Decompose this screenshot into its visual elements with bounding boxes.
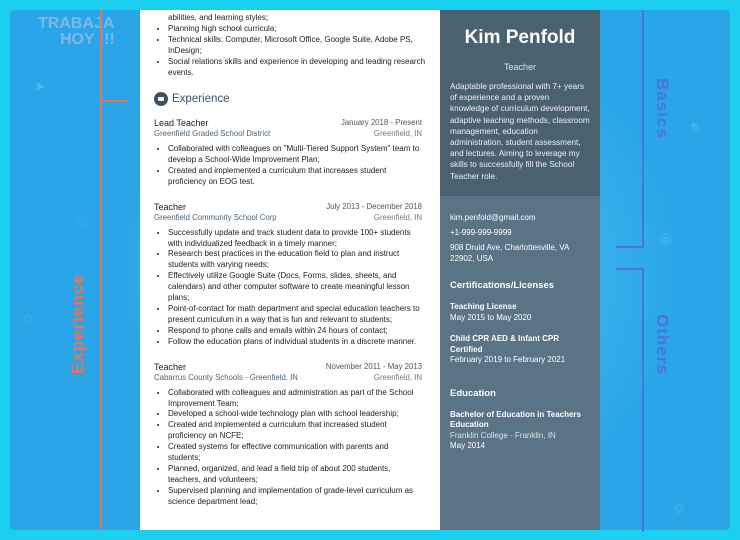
job-org: Cabarrus County Schools - Greenfield, IN xyxy=(154,372,298,382)
job-entry xyxy=(154,362,422,508)
left-bracket xyxy=(100,10,128,102)
skill-item: • Planning high school curricula; xyxy=(168,23,440,34)
job-role: Teacher xyxy=(154,361,187,372)
profile-summary: Adaptable professional with 7+ years of experience and a proven knowledge of curriculum development, adaptive teaching methods, classroom management, education administration, student assessment, and lectures. Aiming to leverage my skills to successfully fill the School Teacher role. xyxy=(450,82,590,181)
profile-role: Teacher xyxy=(503,62,537,72)
job-entry xyxy=(154,202,422,348)
education-degree: Bachelor of Education in Teachers Education xyxy=(450,409,581,429)
job-role: Teacher xyxy=(154,201,187,212)
job-dates: November 2011 - May 2013 xyxy=(325,361,422,371)
skill-item: abilities, and learning styles; xyxy=(168,13,269,22)
job-org: Greenfield Community School Corp xyxy=(154,212,277,222)
right-bracket-bottom xyxy=(616,268,644,532)
paper-plane-icon: ➤ xyxy=(34,78,46,94)
heart-icon: ♡ xyxy=(76,214,89,230)
profile-header xyxy=(440,10,600,196)
job-bullet: • Created and implemented a curriculum that increases student proficiency on EOG test. xyxy=(168,166,422,188)
job-bullet: • Created systems for effective communication with parents and students; xyxy=(168,442,422,464)
job-bullet: • Point-of-contact for math department and special education teachers to present curriculum in a way that is fun and relevant to students; xyxy=(168,304,422,326)
job-bullet: • Follow the education plans of individual students in a discrete manner. xyxy=(168,337,422,348)
education-heading: Education xyxy=(450,387,496,399)
right-bracket-top xyxy=(616,10,644,248)
certifications-heading: Certifications/Licenses xyxy=(450,280,555,291)
contact-phone: +1-999-999-9999 xyxy=(450,228,512,237)
certification-item xyxy=(440,334,600,366)
job-bullets xyxy=(154,228,422,348)
job-location: Greenfield, IN xyxy=(373,212,422,222)
smile-icon: ☺ xyxy=(672,500,687,516)
education-school: Franklin College - Franklin, IN xyxy=(450,430,556,440)
skill-item: • Social relations skills and experience in developing and leading research events. xyxy=(168,56,440,78)
certification-name: Teaching License xyxy=(450,302,517,311)
profile-name: Kim Penfold xyxy=(464,27,576,48)
skills-list xyxy=(140,12,440,78)
education-item xyxy=(440,410,600,452)
job-dates: January 2018 - Present xyxy=(340,118,422,127)
job-location: Greenfield, IN xyxy=(373,372,422,382)
contact-email: kim.penfold@gmail.com xyxy=(450,213,536,222)
job-bullet: • Created and implemented a curriculum that increased student proficiency on NCFE; xyxy=(168,420,422,442)
left-bracket-lower xyxy=(100,100,102,530)
job-bullet: • Developed a school-wide technology plan with school leadership; xyxy=(168,409,422,420)
job-entry xyxy=(154,118,422,188)
education-date: May 2014 xyxy=(450,441,486,450)
job-bullet: • Supervised planning and implementation of grade-level curriculum as science department lead; xyxy=(168,486,422,508)
watermark-line2: HOY !!! xyxy=(60,31,115,48)
job-bullet: • Respond to phone calls and emails within 24 hours of contact; xyxy=(168,326,422,337)
job-bullets xyxy=(154,144,422,188)
job-bullet: • Planned, organized, and lead a field trip of about 200 students, teachers, and volunteers; xyxy=(168,464,422,486)
contact-block xyxy=(440,196,600,264)
briefcase-icon xyxy=(154,92,168,106)
skill-item: • Technical skills: Computer, Microsoft Office, Google Suite, Adobe PS, InDesign; xyxy=(168,34,440,56)
pencil-icon: ✎ xyxy=(690,120,702,136)
star-icon: ☆ xyxy=(22,310,35,326)
job-bullet: • Collaborated with colleagues and administration as part of the School Improvement Team; xyxy=(168,388,422,410)
certification-dates: February 2019 to February 2021 xyxy=(450,355,566,364)
globe-icon: ◎ xyxy=(660,230,673,246)
job-dates: July 2013 - December 2018 xyxy=(326,201,422,211)
resume-main-column xyxy=(140,10,440,530)
job-org: Greenfield Graded School District xyxy=(154,129,271,138)
job-bullet: • Effectively utilize Google Suite (Docs, Forms, slides, sheets, and calendars) and other computer software to create meaningful lesson plans; xyxy=(168,271,422,304)
watermark-line1: TRABAJA xyxy=(38,15,115,32)
job-bullet: • Collaborated with colleagues on "Multi-Tiered Support System" team to develop a School-Wide Improvement Plan; xyxy=(168,144,422,166)
job-bullets xyxy=(154,388,422,508)
certification-dates: May 2015 to May 2020 xyxy=(450,312,532,322)
resume-sidebar xyxy=(440,10,600,530)
contact-address: 908 Druid Ave, Charlottesville, VA 22902, USA xyxy=(450,243,569,263)
certification-name: Child CPR AED & Infant CPR Certified xyxy=(450,334,560,354)
job-location: Greenfield, IN xyxy=(373,129,422,138)
certification-item xyxy=(440,302,600,323)
job-bullet: • Successfully update and track student data to provide 100+ students with individualized feedback in a timely manner; xyxy=(168,228,422,250)
experience-side-label: Experience xyxy=(68,273,87,374)
experience-title: Experience xyxy=(172,93,230,105)
experience-heading xyxy=(154,92,440,106)
job-bullet: • Research best practices in the education field to plan and instruct students with varying needs; xyxy=(168,249,422,271)
job-role: Lead Teacher xyxy=(154,118,209,128)
